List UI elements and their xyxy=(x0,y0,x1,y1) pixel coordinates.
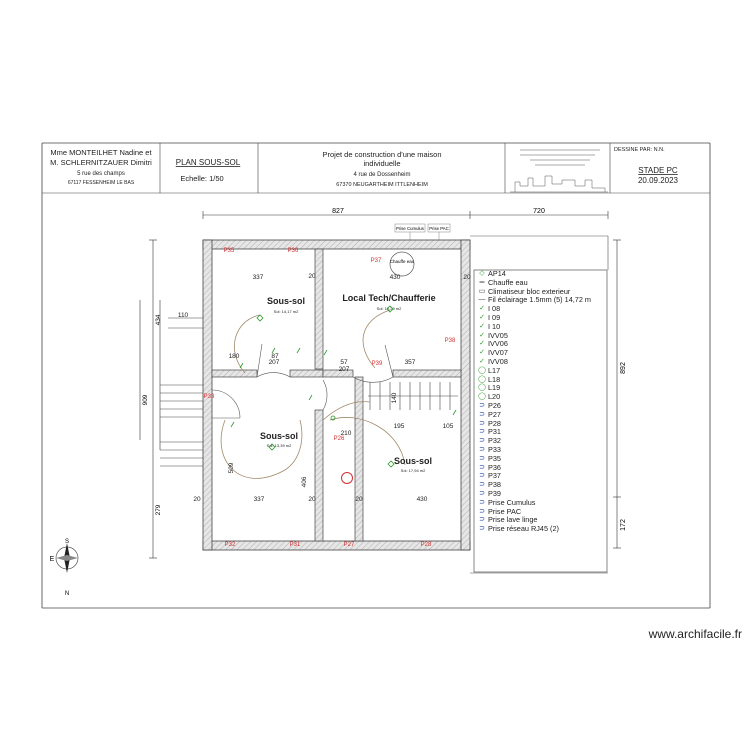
footer-site: www.archifacile.fr xyxy=(648,627,742,641)
compass-e: E xyxy=(49,556,55,563)
plan-symbols xyxy=(228,306,456,467)
legend-label: Prise réseau RJ45 (2) xyxy=(488,524,559,534)
room-label-2: Local Tech/Chaufferie xyxy=(342,293,436,303)
legend-label: IVV06 xyxy=(488,339,508,349)
stage-date: 20.09.2023 xyxy=(637,176,679,185)
double-line-icon: ═ xyxy=(479,278,485,286)
legend-label: P35 xyxy=(488,453,501,463)
wiring xyxy=(221,310,405,478)
room-label-3: Sous-sol xyxy=(259,431,299,441)
compass-rose xyxy=(50,539,78,597)
outlet-icon: ⊃ xyxy=(479,472,485,480)
interior-stairs xyxy=(368,382,458,410)
dim-top-right: 720 xyxy=(533,208,545,215)
tag-prise-pac: Prise PAC xyxy=(429,226,449,231)
legend-label: P32 xyxy=(488,436,501,446)
legend-label: P27 xyxy=(488,409,501,419)
box-icon: ▭ xyxy=(478,287,486,295)
legend-label: P37 xyxy=(488,471,501,481)
right-dimension xyxy=(613,240,621,548)
dim-909: 909 xyxy=(142,394,149,406)
dim-right-vertical: 892 xyxy=(620,362,627,374)
tag-p35: P35 xyxy=(223,248,235,254)
dim-57: 57 xyxy=(340,359,348,366)
circle-icon: ◯ xyxy=(478,375,486,383)
room-label-4: Sous-sol xyxy=(393,456,433,466)
check-icon: ✓ xyxy=(479,357,485,365)
check-icon: ✓ xyxy=(479,331,485,339)
project-line4: 67370 NEUGARTHEIM ITTLENHEIM xyxy=(336,182,428,188)
plan-scale: Echelle: 1/50 xyxy=(180,174,224,183)
legend-label: L18 xyxy=(488,374,501,384)
legend-label: IVV07 xyxy=(488,348,508,358)
outlet-icon: ⊃ xyxy=(479,445,485,453)
dim-406: 406 xyxy=(301,476,308,488)
stage-label: STADE PC xyxy=(638,166,678,175)
drawn-by: DESSINE PAR: N.N. xyxy=(614,147,665,153)
outlet-icon: ⊃ xyxy=(479,481,485,489)
legend-label: Prise PAC xyxy=(488,506,522,516)
dim-20b: 20 xyxy=(193,496,201,503)
tag-p26: P26 xyxy=(333,436,345,442)
dim-20e: 20 xyxy=(463,274,471,281)
tag-prise-cumulus: Prise Cumulus xyxy=(396,226,424,231)
legend-label: L20 xyxy=(488,392,501,402)
chauffe-eau-label: Chauffe eau xyxy=(389,259,415,264)
tag-p28: P28 xyxy=(420,542,432,548)
legend-label: P31 xyxy=(488,427,501,437)
tag-p37: P37 xyxy=(370,258,382,264)
project-line3: 4 rue de Dossenheim xyxy=(353,172,411,178)
outlet-icon: ⊃ xyxy=(479,507,485,515)
project-line1: Projet de construction d'une maison xyxy=(322,150,442,159)
outlet-icon: ⊃ xyxy=(479,437,485,445)
legend-label: P39 xyxy=(488,488,501,498)
outlet-icon: ⊃ xyxy=(479,498,485,506)
dim-210: 210 xyxy=(340,430,352,437)
room-area-4: Sol: 17,94 m2 xyxy=(400,468,426,473)
legend-label: AP14 xyxy=(488,269,506,278)
legend-item xyxy=(476,525,606,534)
legend-label: Chauffe eau xyxy=(488,277,528,287)
diamond-green-icon: ◇ xyxy=(479,270,485,277)
chauffe-eau xyxy=(390,252,415,276)
dim-195: 195 xyxy=(393,423,405,430)
outlet-icon: ⊃ xyxy=(479,410,485,418)
owners-line2: M. SCHLERNITZAUER Dimitri xyxy=(50,158,152,167)
outlet-icon: ⊃ xyxy=(479,516,485,524)
dim-top-left: 827 xyxy=(332,208,344,215)
legend-label: P28 xyxy=(488,418,501,428)
check-icon: ✓ xyxy=(479,305,485,313)
project-line2: individuelle xyxy=(363,159,401,168)
outlet-icon: ⊃ xyxy=(479,525,485,533)
legend-label: P26 xyxy=(488,400,501,410)
dim-right-bottom: 172 xyxy=(620,519,627,531)
circle-icon: ◯ xyxy=(478,366,486,374)
check-icon: ✓ xyxy=(479,349,485,357)
dim-105: 105 xyxy=(442,423,454,430)
check-icon: ✓ xyxy=(479,340,485,348)
legend-label: IVV08 xyxy=(488,356,508,366)
company-logo xyxy=(510,150,608,192)
dim-room2-width: 430 xyxy=(389,274,401,281)
dim-110: 110 xyxy=(177,312,189,319)
room-area-3: Sol: 13,39 m2 xyxy=(266,443,292,448)
compass-s: S xyxy=(64,539,70,545)
dim-20d: 20 xyxy=(355,496,363,503)
outlet-icon: ⊃ xyxy=(479,419,485,427)
tag-p31: P31 xyxy=(289,542,301,548)
dim-87: 87 xyxy=(271,353,279,360)
room-label-1: Sous-sol xyxy=(266,296,306,306)
legend-label: Fil éclairage 1.5mm (5) 14,72 m xyxy=(488,295,592,305)
tag-p32: P32 xyxy=(224,542,236,548)
legend-label: I 08 xyxy=(488,304,501,314)
dim-room3-width: 337 xyxy=(253,496,265,503)
dim-279: 279 xyxy=(155,504,162,516)
outlet-icon: ⊃ xyxy=(479,463,485,471)
dim-20a: 20 xyxy=(308,273,316,280)
legend-list xyxy=(476,270,606,534)
exterior-steps xyxy=(160,318,203,466)
check-icon: ✓ xyxy=(479,313,485,321)
tag-p36: P36 xyxy=(287,248,299,254)
outlet-icon: ⊃ xyxy=(479,489,485,497)
legend-label: L19 xyxy=(488,383,501,393)
fixture-tags xyxy=(395,224,450,240)
tag-p38: P38 xyxy=(444,338,456,344)
legend-label: P33 xyxy=(488,444,501,454)
dim-room4-width: 430 xyxy=(416,496,428,503)
circle-icon: ◯ xyxy=(478,393,486,401)
compass-n: N xyxy=(64,591,70,597)
legend-label: L17 xyxy=(488,365,501,375)
room-area-2: Sol: 15,29 m2 xyxy=(376,306,402,311)
legend-label: P36 xyxy=(488,462,501,472)
room-area-1: Sol: 14,17 m2 xyxy=(273,309,299,314)
dim-509: 509 xyxy=(228,462,235,474)
check-icon: ✓ xyxy=(479,322,485,330)
dim-room1-len: 180 xyxy=(228,353,240,360)
owners-line1: Mme MONTEILHET Nadine et xyxy=(50,148,152,157)
sheet-frame xyxy=(42,143,710,608)
marker-circle xyxy=(342,473,353,484)
outlet-icon: ⊃ xyxy=(479,428,485,436)
dim-207a: 207 xyxy=(268,359,280,366)
address-line2: 67117 FESSENHEIM LE BAS xyxy=(67,180,135,186)
plan-title: PLAN SOUS-SOL xyxy=(175,158,241,167)
legend-label: IVV05 xyxy=(488,330,508,340)
circle-icon: ◯ xyxy=(478,384,486,392)
dim-207b: 207 xyxy=(338,366,350,373)
legend-label: I 10 xyxy=(488,321,501,331)
legend-label: P38 xyxy=(488,480,501,490)
dim-434: 434 xyxy=(155,314,162,326)
outlet-icon: ⊃ xyxy=(479,454,485,462)
tag-p33: P33 xyxy=(203,394,215,400)
top-dimension xyxy=(203,211,608,219)
legend-label: Climatiseur bloc exterieur xyxy=(488,286,571,296)
legend-label: Prise lave linge xyxy=(488,515,538,525)
dim-room2-len: 357 xyxy=(404,359,416,366)
tag-p27: P27 xyxy=(343,542,355,548)
line-icon: — xyxy=(478,296,486,304)
legend-label: Prise Cumulus xyxy=(488,497,536,507)
address-line1: 5 rue des champs xyxy=(77,171,125,177)
outlet-icon: ⊃ xyxy=(479,401,485,409)
legend-label: I 09 xyxy=(488,312,501,322)
tag-p39: P39 xyxy=(371,361,383,367)
dim-room1-width: 337 xyxy=(252,274,264,281)
dim-20c: 20 xyxy=(308,496,316,503)
dim-140: 140 xyxy=(391,392,398,404)
